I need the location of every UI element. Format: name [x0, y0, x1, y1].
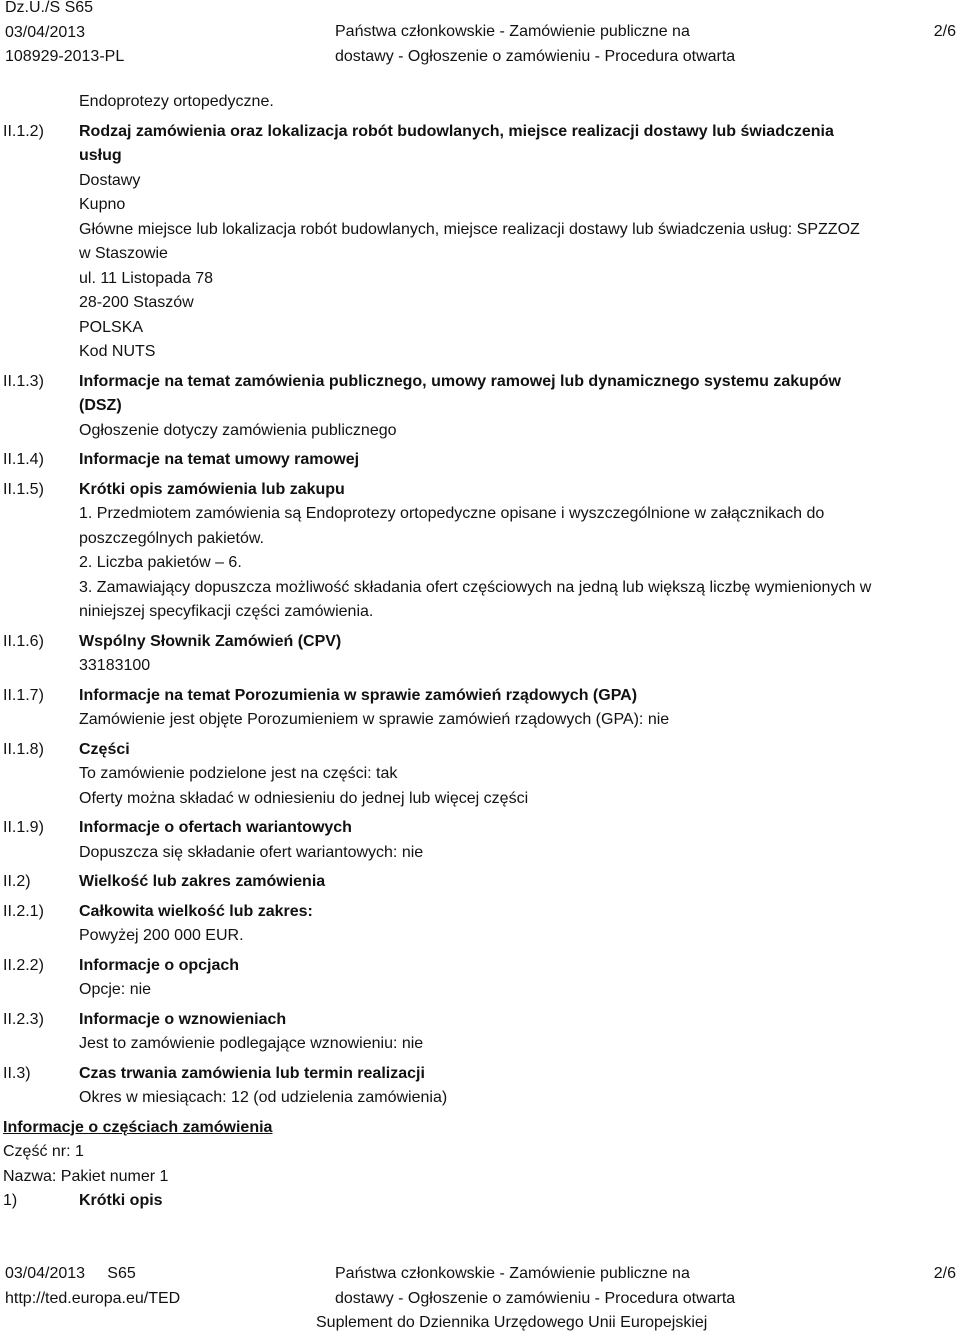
- section-number: II.2.3): [3, 1010, 44, 1028]
- section-ii-1-9: [0, 816, 960, 865]
- header-title-line2: dostawy - Ogłoszenie o zamówieniu - Procedura otwarta: [335, 47, 736, 65]
- main-content: [0, 90, 960, 1214]
- description-point-1: 1. Przedmiotem zamówienia są Endoprotezy ortopedyczne opisane i wyszczególnione w załącznikach do: [79, 505, 825, 522]
- section-title: Wspólny Słownik Zamówień (CPV): [79, 632, 342, 650]
- lots-tender-info: Oferty można składać w odniesieniu do jednej lub więcej części: [79, 789, 529, 807]
- section-title: Całkowita wielkość lub zakres:: [79, 902, 313, 920]
- header-center: [335, 20, 735, 69]
- section-title: Części: [79, 740, 130, 758]
- section-title: Informacje na temat Porozumienia w sprawie zamówień rządowych (GPA): [79, 686, 638, 704]
- renewal-text: Jest to zamówienie podlegające wznowieniu: nie: [79, 1035, 424, 1052]
- section-ii-1-3: [0, 370, 960, 444]
- section-number: II.1.7): [3, 686, 44, 704]
- section-ii-2-2: [0, 954, 960, 1003]
- section-title: Rodzaj zamówienia oraz lokalizacja robót budowlanych, miejsce realizacji dostawy lub świadczenia: [79, 122, 834, 140]
- street-address: ul. 11 Listopada 78: [79, 269, 214, 287]
- section-ii-1-8: [0, 738, 960, 812]
- section-number: II.1.4): [3, 451, 44, 468]
- section-number: II.1.9): [3, 819, 44, 836]
- footer-center: [316, 1262, 736, 1336]
- section-title: Informacje na temat umowy ramowej: [79, 451, 360, 468]
- section-title: Informacje o ofertach wariantowych: [79, 819, 352, 836]
- footer-page-number: 2/6: [933, 1265, 956, 1282]
- section-number: II.1.8): [3, 740, 44, 758]
- section-number: II.3): [3, 1064, 31, 1082]
- section-ii-2: [0, 870, 960, 895]
- header-date: 03/04/2013: [5, 23, 86, 41]
- footer-title-line1: Państwa członkowskie - Zamówienie publiczne na: [335, 1265, 690, 1282]
- item-number: 1): [3, 1192, 18, 1209]
- item-title: Krótki opis: [79, 1192, 163, 1209]
- lot-name: Nazwa: Pakiet numer 1: [3, 1167, 169, 1185]
- section-text: Zamówienie jest objęte Porozumieniem w sprawie zamówień rządowych (GPA): nie: [79, 711, 670, 728]
- nuts-code: Kod NUTS: [79, 343, 156, 360]
- description-point-1-cont: poszczególnych pakietów.: [79, 529, 264, 547]
- section-ii-1-2: [0, 120, 960, 365]
- notice-id: 108929-2013-PL: [5, 48, 125, 65]
- section-ii-1-4: [0, 448, 960, 473]
- options-text: Opcje: nie: [79, 981, 152, 998]
- footer-date-issue: 03/04/2013 S65: [5, 1265, 136, 1282]
- section-title: Informacje o opcjach: [79, 956, 240, 974]
- section-ii-2-1: [0, 900, 960, 949]
- section-number: II.2.2): [3, 956, 44, 974]
- description-point-3-cont: niniejszej specyfikacji części zamówienia.: [79, 603, 374, 620]
- duration-text: Okres w miesiącach: 12 (od udzielenia zamówienia): [79, 1089, 448, 1106]
- section-title: Informacje na temat zamówienia publicznego, umowy ramowej lub dynamicznego systemu zakupów: [79, 372, 841, 390]
- place-of-delivery-cont: w Staszowie: [79, 245, 168, 262]
- section-number: II.1.3): [3, 372, 44, 390]
- section-ii-1-5: [0, 478, 960, 625]
- section-number: II.1.2): [3, 122, 44, 140]
- section-number: II.2): [3, 873, 31, 890]
- lots-divided: To zamówienie podzielone jest na części: tak: [79, 765, 398, 782]
- lots-heading: Informacje o częściach zamówienia: [3, 1118, 273, 1136]
- lot-item-1: [0, 1189, 960, 1214]
- contract-subtype: Kupno: [79, 196, 126, 213]
- section-ii-2-3: [0, 1008, 960, 1057]
- section-title: Informacje o wznowieniach: [79, 1010, 287, 1028]
- page-footer: [0, 1262, 960, 1332]
- section-ii-1-6: [0, 630, 960, 679]
- section-title: Czas trwania zamówienia lub termin realizacji: [79, 1064, 425, 1082]
- section-number: II.1.6): [3, 632, 44, 650]
- intro-text: Endoprotezy ortopedyczne.: [79, 93, 274, 110]
- contract-type: Dostawy: [79, 171, 141, 189]
- section-title-cont: (DSZ): [79, 397, 122, 414]
- section-number: II.2.1): [3, 902, 44, 920]
- header-title-line1: Państwa członkowskie - Zamówienie publiczne na: [335, 23, 690, 40]
- footer-left: [5, 1262, 180, 1311]
- page-header: [0, 0, 960, 70]
- cpv-code: 33183100: [79, 657, 151, 674]
- journal-ref: Dz.U./S S65: [5, 0, 94, 16]
- section-text: Dopuszcza się składanie ofert wariantowych: nie: [79, 843, 424, 861]
- section-ii-1-7: [0, 684, 960, 733]
- section-ii-3: [0, 1062, 960, 1111]
- footer-title-line2: dostawy - Ogłoszenie o zamówieniu - Procedura otwarta: [335, 1289, 736, 1307]
- section-title: Krótki opis zamówienia lub zakupu: [79, 480, 345, 498]
- place-of-delivery: Główne miejsce lub lokalizacja robót budowlanych, miejsce realizacji dostawy lub świadczenia usług: SPZZOZ: [79, 220, 860, 238]
- footer-link[interactable]: http://ted.europa.eu/TED: [5, 1289, 181, 1307]
- header-left: [5, 0, 124, 70]
- country: POLSKA: [79, 318, 144, 336]
- description-point-2: 2. Liczba pakietów – 6.: [79, 554, 242, 571]
- lot-number: Część nr: 1: [3, 1143, 84, 1160]
- postal-city: 28-200 Staszów: [79, 294, 194, 311]
- section-text: Ogłoszenie dotyczy zamówienia publicznego: [79, 421, 397, 439]
- section-number: II.1.5): [3, 480, 44, 498]
- footer-supplement: Suplement do Dziennika Urzędowego Unii Europejskiej: [316, 1314, 708, 1331]
- total-quantity: Powyżej 200 000 EUR.: [79, 927, 244, 944]
- description-point-3: 3. Zamawiający dopuszcza możliwość składania ofert częściowych na jedną lub większą liczbę wymienionych w: [79, 578, 872, 596]
- section-title-cont: usług: [79, 147, 122, 164]
- header-page-number: 2/6: [933, 23, 956, 40]
- section-title: Wielkość lub zakres zamówienia: [79, 873, 326, 890]
